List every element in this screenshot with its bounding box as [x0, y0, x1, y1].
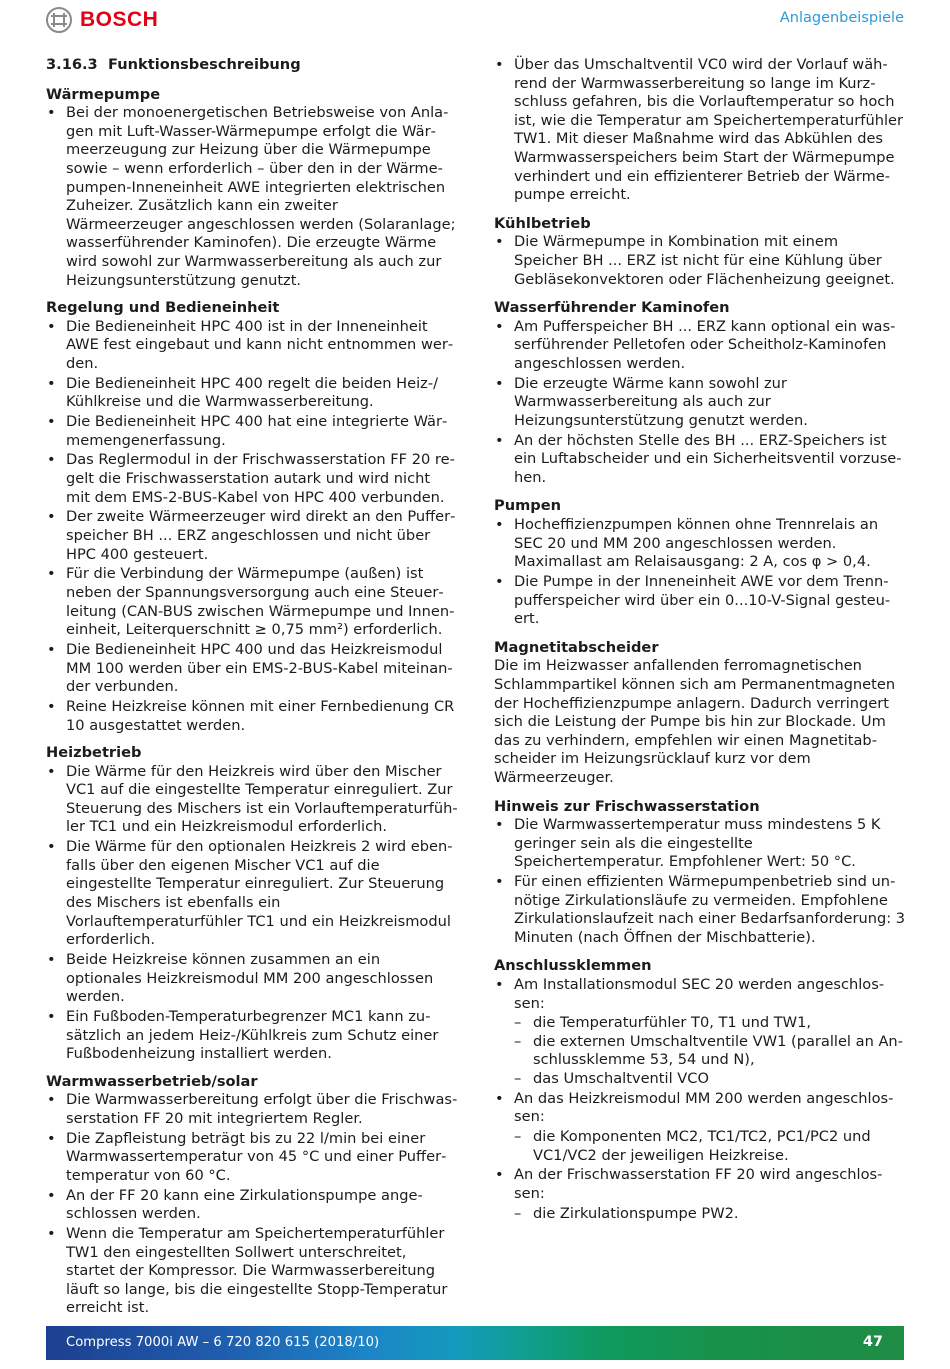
list-item: • Bei der monoenergetischen Betriebsweise von Anlagen mit Luft-Wasser-Wärmepumpe erfolgt die Wärmeerzeugung zur Heizung über die Wärmepumpe sowie – wenn erforderlich – über den in der Wärmepumpen-Inneneinheit AWE integrierten elektrischen Zuheizer. Zusätzlich kann ein zweiter Wärmeerzeuger angeschlossen werden (Solaranlage; wasserführender Kaminofen). Die erzeugte Wärme wird sowohl zur Warmwasserbereitung als auch zur Heizungsunterstützung genutzt. — [46, 104, 458, 290]
subheading-kuehlbetrieb: Kühlbetrieb — [494, 214, 591, 232]
sub-list-item: – die externen Umschaltventile VW1 (parallel an Anschlussklemme 53, 54 und N), — [514, 1033, 906, 1070]
heading-title: Funktionsbeschreibung — [108, 56, 301, 73]
list-item: • Die Pumpe in der Inneneinheit AWE vor dem Trennpufferspeicher wird über ein 0...10-V-Signal gesteuert. — [494, 573, 906, 629]
list-item: • Der zweite Wärmeerzeuger wird direkt an den Pufferspeicher BH ... ERZ angeschlossen und nicht über HPC 400 gesteuert. — [46, 508, 458, 564]
list-item: • Für die Verbindung der Wärmepumpe (außen) ist neben der Spannungsversorgung auch eine Steuerleitung (CAN-BUS zwischen Wärmepumpe und Inneneinheit, Leiterquerschnitt ≥ 0,75 mm²) erforderlich. — [46, 565, 458, 639]
list-item: • Über das Umschaltventil VC0 wird der Vorlauf während der Warmwasserbereitung so lange im Kurzschluss gefahren, bis die Vorlauftemperatur so hoch ist, wie die Temperatur am Speichertemperaturfühler TW1. Mit dieser Maßnahme wird das Abkühlen des Warmwasserspeichers beim Start der Wärmepumpe verhindert und ein effizienterer Betrieb der Wärmepumpe erreicht. — [494, 56, 906, 205]
bullet-list — [494, 516, 906, 629]
list-item: • Die erzeugte Wärme kann sowohl zur Warmwasserbereitung als auch zur Heizungsunterstützung genutzt werden. — [494, 375, 906, 431]
list-item: • Beide Heizkreise können zusammen an ein optionales Heizkreismodul MM 200 angeschlossen werden. — [46, 951, 458, 1007]
block-warmwasser-continued — [494, 56, 906, 205]
bosch-logo — [46, 7, 158, 33]
list-item-text: An das Heizkreismodul MM 200 werden angeschlossen: — [514, 1089, 894, 1126]
sub-list-item: – das Umschaltventil VCO — [514, 1070, 906, 1089]
list-item — [494, 1166, 906, 1223]
block-magnetitabscheider — [494, 639, 906, 788]
bosch-armature-icon — [46, 7, 72, 33]
section-heading — [46, 56, 458, 75]
sub-list — [514, 1014, 906, 1088]
bullet-list — [46, 763, 458, 1064]
list-item: • An der FF 20 kann eine Zirkulationspumpe angeschlossen werden. — [46, 1187, 458, 1224]
block-waermepumpe — [46, 86, 458, 291]
paragraph: Die im Heizwasser anfallenden ferromagnetischen Schlammpartikel können sich am Permanentmagneten der Hocheffizienzpumpe anlagern. Dadurch verringert sich die Leistung der Pumpe bis hin zur Blockade. Um das zu verhindern, empfehlen wir einen Magnetitabscheider im Heizungsrücklauf kurz vor dem Wärmeerzeuger. — [494, 657, 896, 786]
list-item: • Die Bedieneinheit HPC 400 hat eine integrierte Wärmemengenerfassung. — [46, 413, 458, 450]
list-item: • Reine Heizkreise können mit einer Fernbedienung CR 10 ausgestattet werden. — [46, 698, 458, 735]
list-item: • Die Bedieneinheit HPC 400 regelt die beiden Heiz-/ Kühlkreise und die Warmwasserbereitung. — [46, 375, 458, 412]
list-item-text: Am Installationsmodul SEC 20 werden angeschlossen: — [514, 976, 885, 1012]
list-item: • Für einen effizienten Wärmepumpenbetrieb sind unnötige Zirkulationsläufe zu vermeiden. Empfohlene Zirkulationslaufzeit nach einer Bedarfsanforderung: 3 Minuten (nach Öffnen der Mischbatterie). — [494, 873, 906, 947]
subheading-heizbetrieb: Heizbetrieb — [46, 744, 142, 762]
block-frischwasserstation — [494, 798, 906, 948]
subheading-anschlussklemmen: Anschlussklemmen — [494, 957, 652, 975]
sub-list — [514, 1205, 906, 1224]
footer-document-reference: Compress 7000i AW – 6 720 820 615 (2018/10) — [66, 1335, 380, 1350]
list-item: • Die Warmwassertemperatur muss mindestens 5 K geringer sein als die eingestellte Speichertemperatur. Empfohlener Wert: 50 °C. — [494, 816, 906, 872]
list-item — [494, 1090, 906, 1165]
block-pumpen — [494, 497, 906, 628]
bullet-list — [494, 976, 906, 1223]
sub-list-item: – die Komponenten MC2, TC1/TC2, PC1/PC2 und VC1/VC2 der jeweiligen Heizkreise. — [514, 1128, 906, 1165]
sub-list — [514, 1128, 906, 1165]
bullet-list — [46, 104, 458, 290]
bullet-list — [494, 56, 906, 205]
subheading-frischwasserstation: Hinweis zur Frischwasserstation — [494, 797, 760, 815]
block-regelung — [46, 299, 458, 735]
list-item: • Das Reglermodul in der Frischwasserstation FF 20 regelt die Frischwasserstation autark und wird nicht mit dem EMS-2-BUS-Kabel von HPC 400 verbunden. — [46, 451, 458, 507]
list-item: • Die Zapfleistung beträgt bis zu 22 l/min bei einer Warmwassertemperatur von 45 °C und einer Puffertemperatur von 60 °C. — [46, 1130, 458, 1186]
subheading-pumpen: Pumpen — [494, 497, 562, 515]
list-item: • Die Warmwasserbereitung erfolgt über die Frischwasserstation FF 20 mit integriertem Regler. — [46, 1091, 458, 1128]
block-heizbetrieb — [46, 744, 458, 1064]
sub-list-item: – die Temperaturfühler T0, T1 und TW1, — [514, 1014, 906, 1033]
block-warmwasser — [46, 1073, 458, 1318]
heading-number: 3.16.3 — [46, 56, 98, 73]
page-number: 47 — [862, 1334, 883, 1350]
list-item-text: An der Frischwasserstation FF 20 wird angeschlossen: — [514, 1166, 883, 1202]
bullet-list — [46, 1091, 458, 1318]
subheading-waermepumpe: Wärmepumpe — [46, 85, 161, 103]
list-item: • Die Wärme für den optionalen Heizkreis 2 wird ebenfalls über den eigenen Mischer VC1 auf die eingestellte Temperatur einreguliert. Zur Steuerung des Mischers ist ebenfalls ein Vorlauftemperaturfühler TC1 und ein Heizkreismodul erforderlich. — [46, 838, 458, 950]
bullet-list — [494, 816, 906, 947]
list-item: • Ein Fußboden-Temperaturbegrenzer MC1 kann zusätzlich an jedem Heiz-/Kühlkreis zum Schutz einer Fußbodenheizung installiert werden. — [46, 1008, 458, 1064]
section-label: Anlagenbeispiele — [779, 10, 904, 26]
list-item: • Die Bedieneinheit HPC 400 ist in der Inneneinheit AWE fest eingebaut und kann nicht entnommen werden. — [46, 318, 458, 374]
list-item: • Hocheffizienzpumpen können ohne Trennrelais an SEC 20 und MM 200 angeschlossen werden. Maximallast am Relaisausgang: 2 A, cos φ > 0,4. — [494, 516, 906, 572]
subheading-regelung: Regelung und Bedieneinheit — [46, 299, 280, 317]
list-item: • Die Bedieneinheit HPC 400 und das Heizkreismodul MM 100 werden über ein EMS-2-BUS-Kabel miteinander verbunden. — [46, 641, 458, 697]
bullet-list — [494, 318, 906, 488]
list-item: • Am Pufferspeicher BH ... ERZ kann optional ein wasserführender Pelletofen oder Scheitholz-Kaminofen angeschlossen werden. — [494, 318, 906, 374]
list-item: • An der höchsten Stelle des BH ... ERZ-Speichers ist ein Luftabscheider und ein Sicherheitsventil vorzusehen. — [494, 432, 906, 488]
left-column — [46, 56, 458, 1319]
block-anschlussklemmen — [494, 957, 906, 1223]
brand-name: BOSCH — [80, 8, 159, 31]
list-item: • Die Wärmepumpe in Kombination mit einem Speicher BH ... ERZ ist nicht für eine Kühlung über Gebläsekonvektoren oder Flächenheizung geeignet. — [494, 233, 906, 289]
sub-list-item: – die Zirkulationspumpe PW2. — [514, 1205, 906, 1224]
list-item — [494, 976, 906, 1089]
right-column — [494, 56, 906, 1224]
block-kaminofen — [494, 299, 906, 487]
bullet-list — [494, 233, 906, 289]
list-item: • Die Wärme für den Heizkreis wird über den Mischer VC1 auf die eingestellte Temperatur einreguliert. Zur Steuerung des Mischers ist ein Vorlauftemperaturfühler TC1 und ein Heizkreismodul erforderlich. — [46, 763, 458, 837]
bullet-list — [46, 318, 458, 735]
subheading-magnetitabscheider: Magnetitabscheider — [494, 638, 659, 656]
subheading-warmwasser: Warmwasserbetrieb/solar — [46, 1072, 258, 1090]
page-header — [46, 7, 904, 35]
list-item: • Wenn die Temperatur am Speichertemperaturfühler TW1 den eingestellten Sollwert unterschreitet, startet der Kompressor. Die Warmwasserbereitung läuft so lange, bis die eingestellte Stopp-Temperatur erreicht ist. — [46, 1225, 458, 1318]
page-footer — [46, 1326, 904, 1360]
subheading-kaminofen: Wasserführender Kaminofen — [494, 299, 730, 317]
block-kuehlbetrieb — [494, 215, 906, 289]
